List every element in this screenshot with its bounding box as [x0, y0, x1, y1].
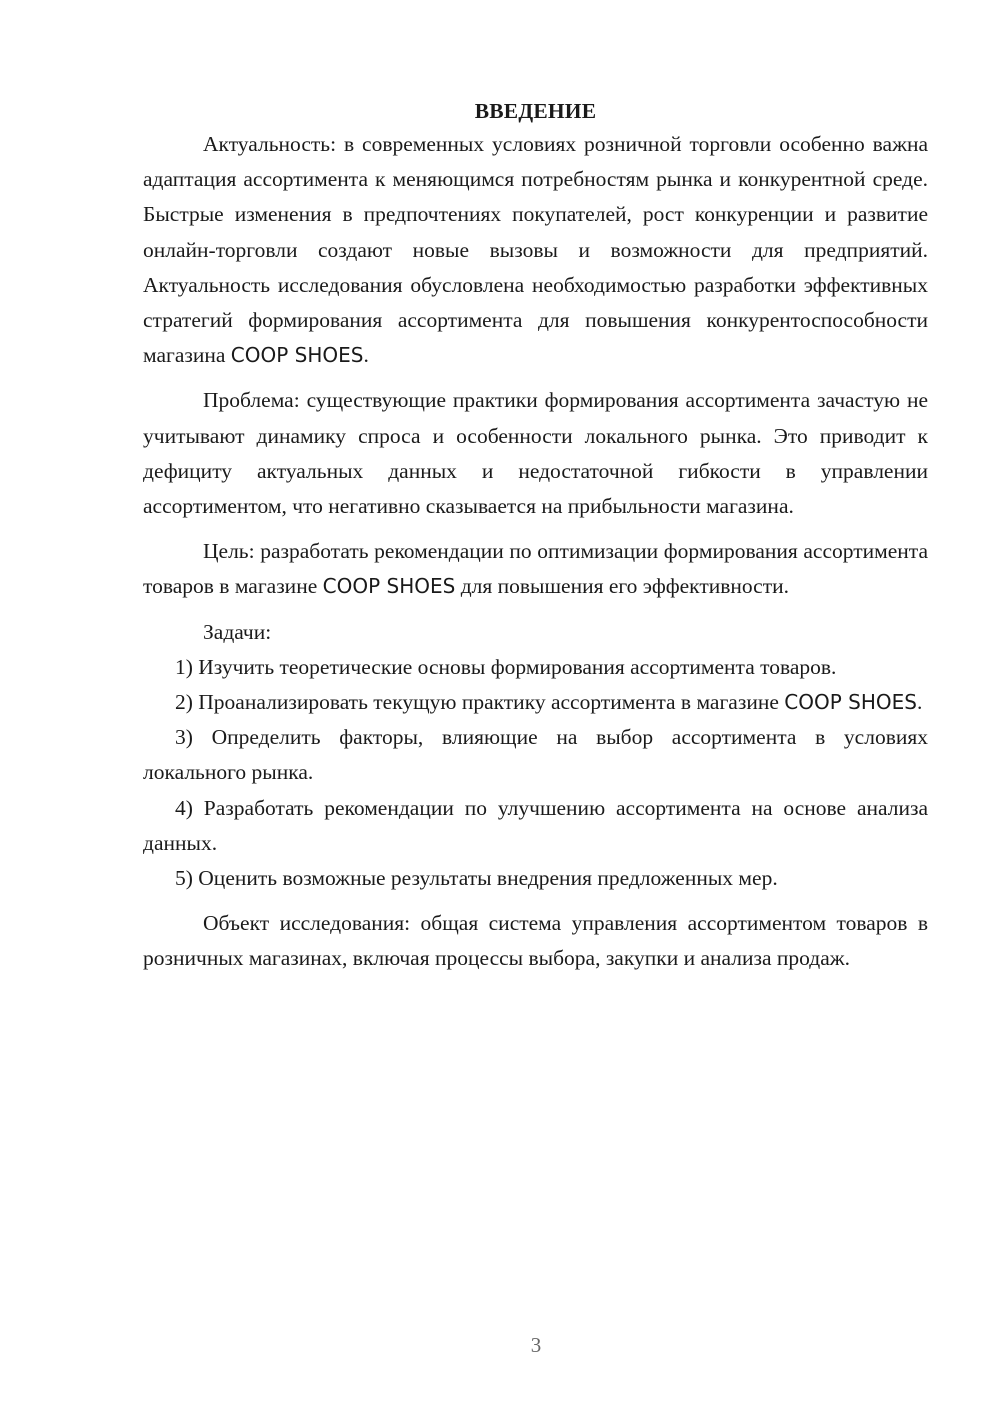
task-2-text-end: .	[916, 690, 923, 715]
object-paragraph: Объект исследования: общая система управления ассортиментом товаров в розничных магазинах, включая процессы выбора, закупки и анализа продаж.	[143, 911, 928, 971]
brand-name: COOP SHOES	[230, 343, 364, 368]
page-number: 3	[530, 1333, 542, 1357]
goal-paragraph	[143, 534, 928, 604]
tasks-heading: Задачи:	[203, 619, 272, 644]
task-item-3: 3) Определить факторы, влияющие на выбор ассортимента в условиях локального рынка.	[143, 725, 928, 785]
task-item-5: 5) Оценить возможные результаты внедрения предложенных мер.	[175, 866, 778, 891]
goal-text: Цель: разработать рекомендации по оптимизации формирования ассортимента товаров в магазине	[143, 539, 928, 599]
relevance-text: Актуальность: в современных условиях розничной торговли особенно важна адаптация ассортимента к меняющимся потребностям рынка и конкурентной среде. Быстрые изменения в предпочтениях покупателей, рост конкуренции и развитие онлайн-торговли создают новые вызовы и возможности для предприятий. Актуальность исследования обусловлена необходимостью разработки эффективных стратегий формирования ассортимента для повышения конкурентоспособности магазина	[143, 132, 928, 368]
task-item-2	[143, 685, 928, 720]
brand-name: COOP SHOES	[784, 690, 917, 715]
brand-name: COOP SHOES	[322, 574, 456, 599]
document-page	[143, 95, 928, 977]
relevance-paragraph	[143, 127, 928, 373]
task-2-text: 2) Проанализировать текущую практику ассортимента в магазине	[175, 690, 785, 715]
relevance-text-end: .	[363, 343, 369, 368]
task-item-1: 1) Изучить теоретические основы формирования ассортимента товаров.	[175, 654, 837, 679]
goal-text-end: для повышения его эффективности.	[455, 574, 790, 599]
section-title: ВВЕДЕНИЕ	[474, 99, 597, 123]
task-item-4: 4) Разработать рекомендации по улучшению ассортимента на основе анализа данных.	[143, 795, 928, 855]
problem-paragraph: Проблема: существующие практики формирования ассортимента зачастую не учитывают динамику спроса и особенности локального рынка. Это приводит к дефициту актуальных данных и недостаточной гибкости в управлении ассортиментом, что негативно сказывается на прибыльности магазина.	[143, 388, 928, 519]
